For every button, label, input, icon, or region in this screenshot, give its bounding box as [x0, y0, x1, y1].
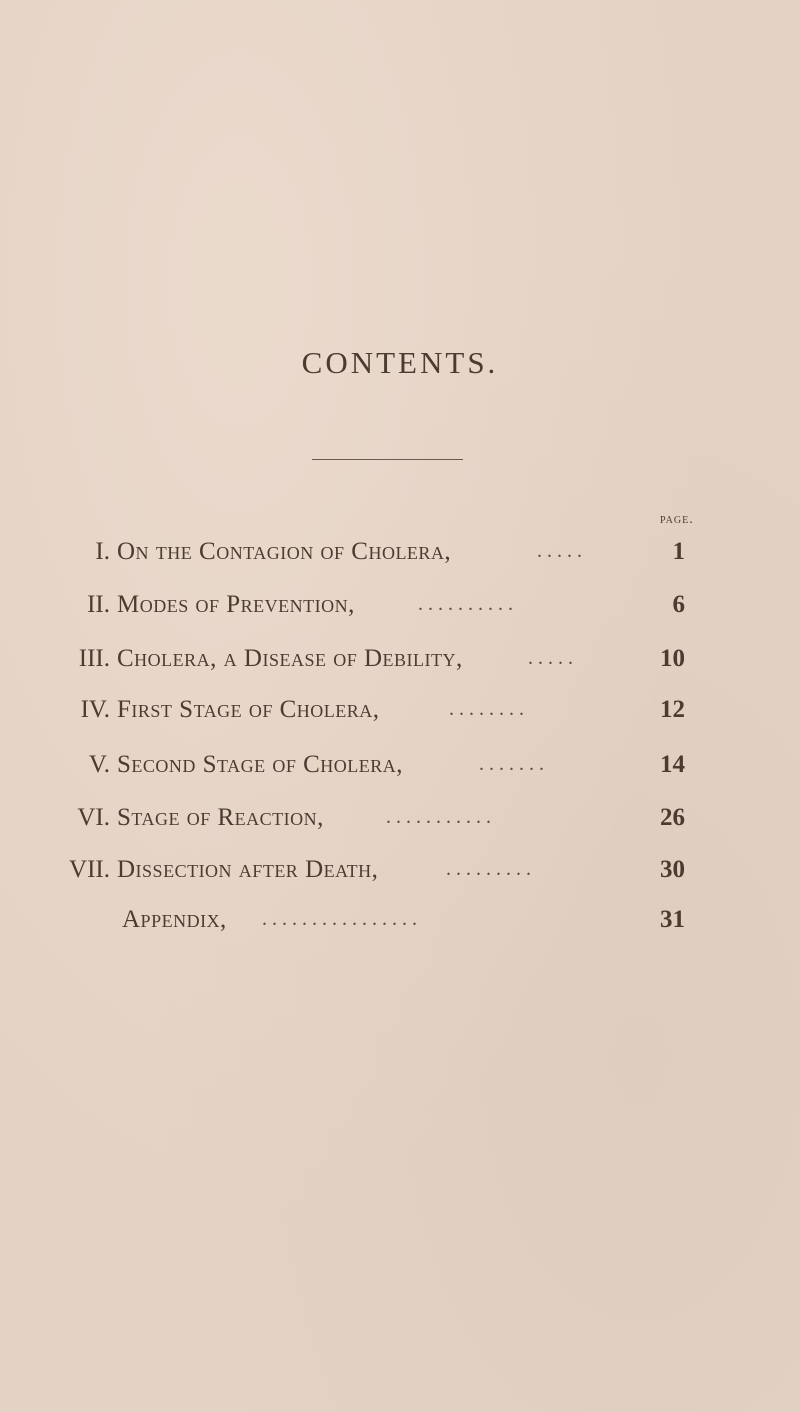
chapter-numeral: VI. [77, 804, 110, 831]
chapter-numeral: VII. [69, 856, 110, 883]
page-number: 6 [672, 591, 685, 618]
page-number: 26 [660, 804, 685, 831]
chapter-numeral: I. [95, 538, 110, 565]
page-title: CONTENTS. [301, 345, 499, 380]
toc-entry[interactable] [0, 696, 800, 736]
chapter-numeral: III. [78, 645, 110, 672]
toc-entry[interactable] [0, 856, 800, 896]
toc-entry[interactable] [0, 804, 800, 844]
page-number: 30 [660, 856, 685, 883]
toc-entry[interactable] [0, 591, 800, 631]
toc-entry[interactable] [0, 538, 800, 578]
page-number: 10 [660, 645, 685, 672]
dot-leader: . . . . . . . [479, 753, 544, 775]
chapter-title: First Stage of Cholera, [117, 696, 380, 723]
title-rule-divider [312, 459, 463, 460]
page-number: 14 [660, 751, 685, 778]
dot-leader: . . . . . . . . . [446, 858, 531, 880]
page-number: 12 [660, 696, 685, 723]
chapter-title: Modes of Prevention, [117, 591, 355, 618]
toc-entry-appendix[interactable] [0, 906, 800, 946]
page-column-header: page. [660, 512, 694, 527]
chapter-numeral: IV. [80, 696, 110, 723]
chapter-numeral: II. [87, 591, 110, 618]
chapter-title: Dissection after Death, [117, 856, 379, 883]
dot-leader: . . . . . . . . . . . [386, 806, 491, 828]
chapter-title: Cholera, a Disease of Debility, [117, 645, 463, 672]
dot-leader: . . . . . . . . . . [418, 593, 513, 615]
page-number: 31 [660, 906, 685, 933]
chapter-title: Stage of Reaction, [117, 804, 324, 831]
dot-leader: . . . . . . . . . . . . . . . . [262, 908, 417, 930]
chapter-title: On the Contagion of Cholera, [117, 538, 452, 565]
dot-leader: . . . . . [528, 647, 573, 669]
chapter-numeral: V. [88, 751, 110, 778]
toc-entry[interactable] [0, 645, 800, 685]
toc-entry[interactable] [0, 751, 800, 791]
page-number: 1 [672, 538, 685, 565]
appendix-title: Appendix, [122, 906, 227, 933]
chapter-title: Second Stage of Cholera, [117, 751, 404, 778]
dot-leader: . . . . . [537, 540, 582, 562]
dot-leader: . . . . . . . . [449, 698, 524, 720]
